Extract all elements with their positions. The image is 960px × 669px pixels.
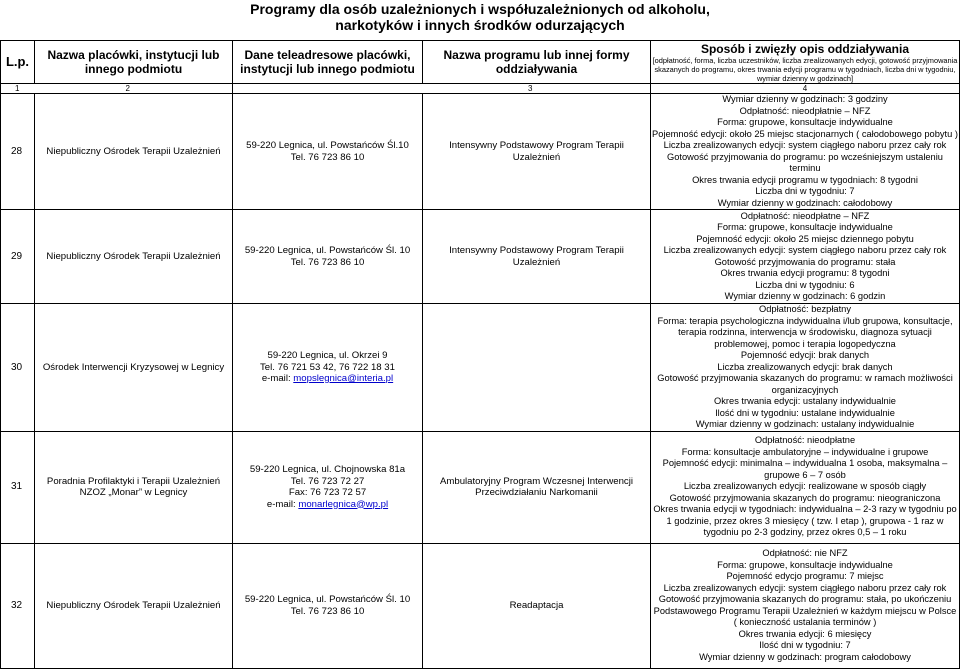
header-method-title: Sposób i zwięzły opis oddziaływania [700, 42, 910, 56]
program-name-line: Uzależnień [512, 256, 561, 268]
email-link[interactable]: mopslegnica@interia.pl [293, 373, 394, 384]
address-line: 59-220 Legnica, ul. Powstańców Śl. 10 [244, 594, 411, 605]
description-line: Okres trwania edycji programu: 8 tygodni [720, 268, 890, 278]
description-line: Gotowość przyjmowania skazanych do programu: nieograniczona [669, 492, 941, 503]
program-description [651, 94, 960, 210]
address-line: 59-220 Legnica, ul. Chojnowska 81a [249, 464, 406, 475]
table-row [1, 94, 960, 210]
program-name [423, 210, 651, 304]
header-lp: L.p. [1, 41, 35, 84]
email-line [235, 499, 420, 511]
description-line: Odpłatność: nieodpłatne [754, 435, 856, 446]
description-line: Forma: grupowe, konsultacje indywidualne [717, 222, 893, 232]
header-method [651, 41, 960, 84]
column-number-2: 2 [125, 84, 130, 93]
program-description [651, 543, 960, 668]
description-line: Liczba zrealizowanych edycji: system ciągłego naboru przez cały rok [663, 582, 947, 593]
program-description [651, 210, 960, 304]
facility-name: Poradnia Profilaktyki i Terapii Uzależnień NZOZ „Monar” w Legnicy [35, 431, 233, 543]
table-row [1, 210, 960, 304]
column-number-1: 1 2 [1, 84, 233, 94]
description-line: Forma: terapia psychologiczna indywidualna i/lub grupowa, konsultacje, terapia rodzinna, interwencja w środowisku, diagnoza sytuacji problemowej, pomoc i terapia logopedyczna [657, 315, 953, 349]
program-name-line: Intensywny Podstawowy Program Terapii [449, 245, 624, 256]
description-line: Pojemność edycji: minimalna – indywidualna 1 osoba, maksymalna – grupowe 6 – 7 osób [662, 458, 948, 480]
title-line-1: Programy dla osób uzależnionych i współuzależnionych od alkoholu, [250, 1, 710, 17]
description-line: Okres trwania edycji: 6 miesięcy [738, 628, 872, 639]
description-line: Okres trwania edycji w tygodniach: indywidualna – 2-3 razy w tygodniu po 1 godzinie, przez okres 3 miesięcy ( tzw. I etap ), grupowa - 1 raz w tygodniu po 2-3 godziny, przez okres 0,5 – 1 roku [653, 504, 957, 538]
document-title [230, 2, 730, 33]
row-number: 29 [1, 210, 35, 304]
description-line: Gotowość przyjmowania do programu: po wcześniejszym ustaleniu terminu [667, 151, 943, 173]
address-line: 59-220 Legnica, ul. Powstańców Śl. 10 [244, 245, 411, 256]
description-line: Odpłatność: nie NFZ [762, 548, 848, 558]
contact-details [233, 431, 423, 543]
table-row [1, 431, 960, 543]
program-name [423, 543, 651, 668]
description-line: Odpłatność: bezpłatny [759, 304, 851, 314]
description-line: Okres trwania edycji: ustalany indywidualnie [714, 396, 896, 406]
contact-details [233, 94, 423, 210]
program-name [423, 431, 651, 543]
description-line: Liczba zrealizowanych edycji: system ciągłego naboru przez cały rok [663, 140, 947, 150]
description-line: Ilość dni w tygodniu: ustalane indywidualnie [715, 407, 895, 418]
address-line: 59-220 Legnica, ul. Powstańców Śl.10 [246, 140, 409, 151]
description-line: Wymiar dzienny w godzinach: całodobowy [717, 197, 893, 208]
facility-name: Niepubliczny Ośrodek Terapii Uzależnień [35, 210, 233, 304]
description-line: Liczba dni w tygodniu: 6 [755, 279, 855, 290]
contact-details [233, 543, 423, 668]
row-number: 30 [1, 304, 35, 432]
address-line: Tel. 76 723 86 10 [290, 256, 365, 268]
description-line: Gotowość przyjmowania do programu: stała [714, 256, 896, 267]
program-name [423, 304, 651, 432]
description-line: Liczba zrealizowanych edycji: system ciągłego naboru przez cały rok [663, 245, 947, 255]
table-row [1, 304, 960, 432]
program-name-line: Przeciwdziałaniu Narkomanii [475, 487, 598, 498]
program-name [423, 94, 651, 210]
program-name-line: Intensywny Podstawowy Program Terapii [449, 140, 624, 151]
table-header-row [1, 41, 960, 84]
description-line: Liczba dni w tygodniu: 7 [755, 186, 855, 196]
row-number: 32 [1, 543, 35, 668]
email-label: e-mail: [261, 373, 294, 384]
row-number: 28 [1, 94, 35, 210]
program-name-line: Readaptacja [509, 599, 564, 611]
program-name-line: Ambulatoryjny Program Wczesnej Interwencji [439, 475, 633, 487]
contact-details [233, 210, 423, 304]
description-line: Wymiar dzienny w godzinach: 6 godzin [724, 291, 886, 301]
column-number-4: 4 [651, 84, 960, 94]
description-line: Pojemność edycji: brak danych [740, 350, 870, 360]
header-name: Nazwa placówki, instytucji lub innego podmiotu [35, 41, 233, 84]
email-link[interactable]: monarlegnica@wp.pl [298, 498, 389, 510]
address-line: 59-220 Legnica, ul. Okrzei 9 [267, 350, 388, 361]
description-line: Okres trwania edycji programu w tygodniach: 8 tygodni [692, 174, 918, 185]
title-line-2: narkotyków i innych środków odurzających [335, 16, 625, 33]
description-line: Wymiar dzienny w godzinach: program całodobowy [699, 651, 911, 662]
description-line: Odpłatność: nieodpłatnie – NFZ [739, 105, 871, 116]
column-number-row [1, 84, 960, 94]
description-line: Liczba zrealizowanych edycji: brak danych [717, 361, 893, 372]
programs-table [0, 40, 960, 669]
program-name-line: Uzależnień [512, 151, 561, 163]
email-label: e-mail: [266, 498, 299, 510]
description-line: Pojemność edycji: około 25 miejsc dziennego pobytu [696, 233, 914, 244]
table-row [1, 543, 960, 668]
description-line: Gotowość przyjmowania skazanych do programu: w ramach możliwości organizacyjnych [657, 373, 953, 395]
facility-name: Niepubliczny Ośrodek Terapii Uzależnień [35, 94, 233, 210]
contact-details [233, 304, 423, 432]
address-line: Fax: 76 723 72 57 [288, 487, 367, 498]
column-number-3: 3 [233, 84, 651, 94]
header-method-subtitle: [odpłatność, forma, liczba uczestników, liczba zrealizowanych edycji, gotowość przyjmowania skazanych do programu, okres trwania edycji programu w tygodniach, liczba dni w tygodniu, wymiar dzienny w godzinach] [652, 56, 958, 83]
description-line: Forma: konsultacje ambulatoryjne – indywidualne i grupowe [681, 446, 929, 457]
row-number: 31 [1, 431, 35, 543]
address-line: Tel. 76 723 86 10 [290, 605, 365, 617]
header-program: Nazwa programu lub innej formy oddziaływania [423, 41, 651, 84]
address-line: Tel. 76 723 72 27 [290, 475, 365, 487]
description-line: Wymiar dzienny w godzinach: ustalany indywidualnie [695, 419, 915, 429]
description-line: Pojemność edycji: około 25 miejsc stacjonarnych ( całodobowego pobytu ) [652, 128, 958, 139]
description-line: Odpłatność: nieodpłatne – NFZ [740, 210, 870, 221]
description-line: Forma: grupowe, konsultacje indywidualne [717, 559, 893, 570]
description-line: Pojemność edycjo programu: 7 miejsc [726, 571, 884, 581]
facility-name: Ośrodek Interwencji Kryzysowej w Legnicy [35, 304, 233, 432]
description-line: Wymiar dzienny w godzinach: 3 godziny [722, 94, 888, 104]
address-line: Tel. 76 723 86 10 [290, 151, 365, 163]
program-description [651, 431, 960, 543]
header-address: Dane teleadresowe placówki, instytucji lub innego podmiotu [233, 41, 423, 84]
program-description [651, 304, 960, 432]
description-line: Ilość dni w tygodniu: 7 [759, 640, 851, 650]
address-line: Tel. 76 721 53 42, 76 722 18 31 [260, 361, 395, 373]
description-line: Gotowość przyjmowania skazanych do programu: stała, po ukończeniu Podstawowego Programu Terapii Uzależnień w każdym miejscu w Polsce ( konieczność ustalania terminów ) [653, 594, 957, 627]
description-line: Forma: grupowe, konsultacje indywidualne [717, 117, 893, 127]
email-line [235, 373, 420, 385]
facility-name: Niepubliczny Ośrodek Terapii Uzależnień [35, 543, 233, 668]
description-line: Liczba zrealizowanych edycji: realizowane w sposób ciągły [683, 481, 927, 492]
